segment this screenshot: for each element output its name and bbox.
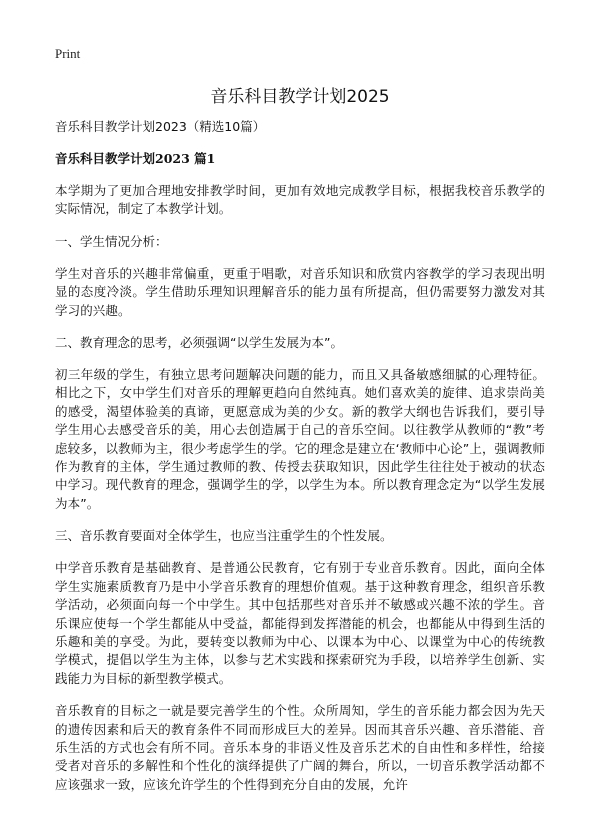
paragraph-all-students: 中学音乐教育是基础教育、是普通公民教育，它有别于专业音乐教育。因此，面向全体学生实施素质教育乃是中小学音乐教育的理想价值观。基于这种教育理念，组织音乐教学活动，必须面向每一个中学生。其中包括那些对音乐并不敏感或兴趣不浓的学生。音乐课应使每一个学生都能从中受益，都能得到发挥潜能的机会，也都能从中得到生活的乐趣和美的享受。为此，要转变以教师为中心、以课本为中心、以课堂为中心的传统教学模式，提倡以学生为主体，以参与艺术实践和探索研究为手段，以培养学生创新、实践能力为目标的新型教学模式。 — [55, 560, 545, 686]
section-title: 音乐科目教学计划2023 篇1 — [55, 151, 216, 166]
page-title: 音乐科目教学计划2025 — [210, 87, 390, 107]
paragraph-student-analysis: 学生对音乐的兴趣非常偏重，更重于唱歌，对音乐知识和欣赏内容教学的学习表现出明显的态度冷淡。学生借助乐理知识理解音乐的能力虽有所提高，但仍需要努力激发对其学习的兴趣。 — [55, 265, 545, 318]
paragraph-education-philosophy: 初三年级的学生，有独立思考问题解决问题的能力，而且又具备敏感细腻的心理特征。相比之下，女中学生们对音乐的理解更趋向自然纯真。她们喜欢美的旋律、追求崇尚美的感受，渴望体验美的真谛，更愿意成为美的少女。新的教学大纲也告诉我们，要引导学生用心去感受音乐的美，用心去创造属于自己的音乐空间。以往教学从教师的“教”考虑较多，以教师为主，很少考虑学生的学。它的理念是建立在‘教师中心论”上，强调教师作为教育的主体，学生通过教师的教、传授去获取知识，因此学生往往处于被动的状态中学习。现代教育的理念，强调学生的学，以学生为本。所以教育理念定为“以学生发展为本”。 — [55, 367, 545, 511]
document-body — [55, 118, 545, 808]
paragraph-intro: 本学期为了更加合理地安排教学时间，更加有效地完成教学目标，根据我校音乐教学的实际情况，制定了本教学计划。 — [55, 183, 545, 217]
heading-student-analysis: 一、学生情况分析： — [55, 233, 168, 249]
heading-education-philosophy: 二、教育理念的思考，必须强调“以学生发展为本”。 — [55, 335, 343, 351]
document-subtitle: 音乐科目教学计划2023（精选10篇） — [55, 119, 266, 134]
print-link[interactable]: Print — [55, 46, 81, 61]
heading-all-students: 三、音乐教育要面对全体学生，也应当注重学生的个性发展。 — [55, 528, 393, 544]
paragraph-personality: 音乐教育的目标之一就是要完善学生的个性。众所周知，学生的音乐能力都会因为先天的遗传因素和后天的教育条件不同而形成巨大的差异。因而其音乐兴趣、音乐潜能、音乐生活的方式也会有所不同。音乐本身的非语义性及音乐艺术的自由性和多样性，给接受者对音乐的多解性和个性化的演绎提供了广阔的舞台，所以，一切音乐教学活动都不应该强求一致，应该允许学生的个性得到充分自由的发展，允许 — [55, 703, 545, 792]
